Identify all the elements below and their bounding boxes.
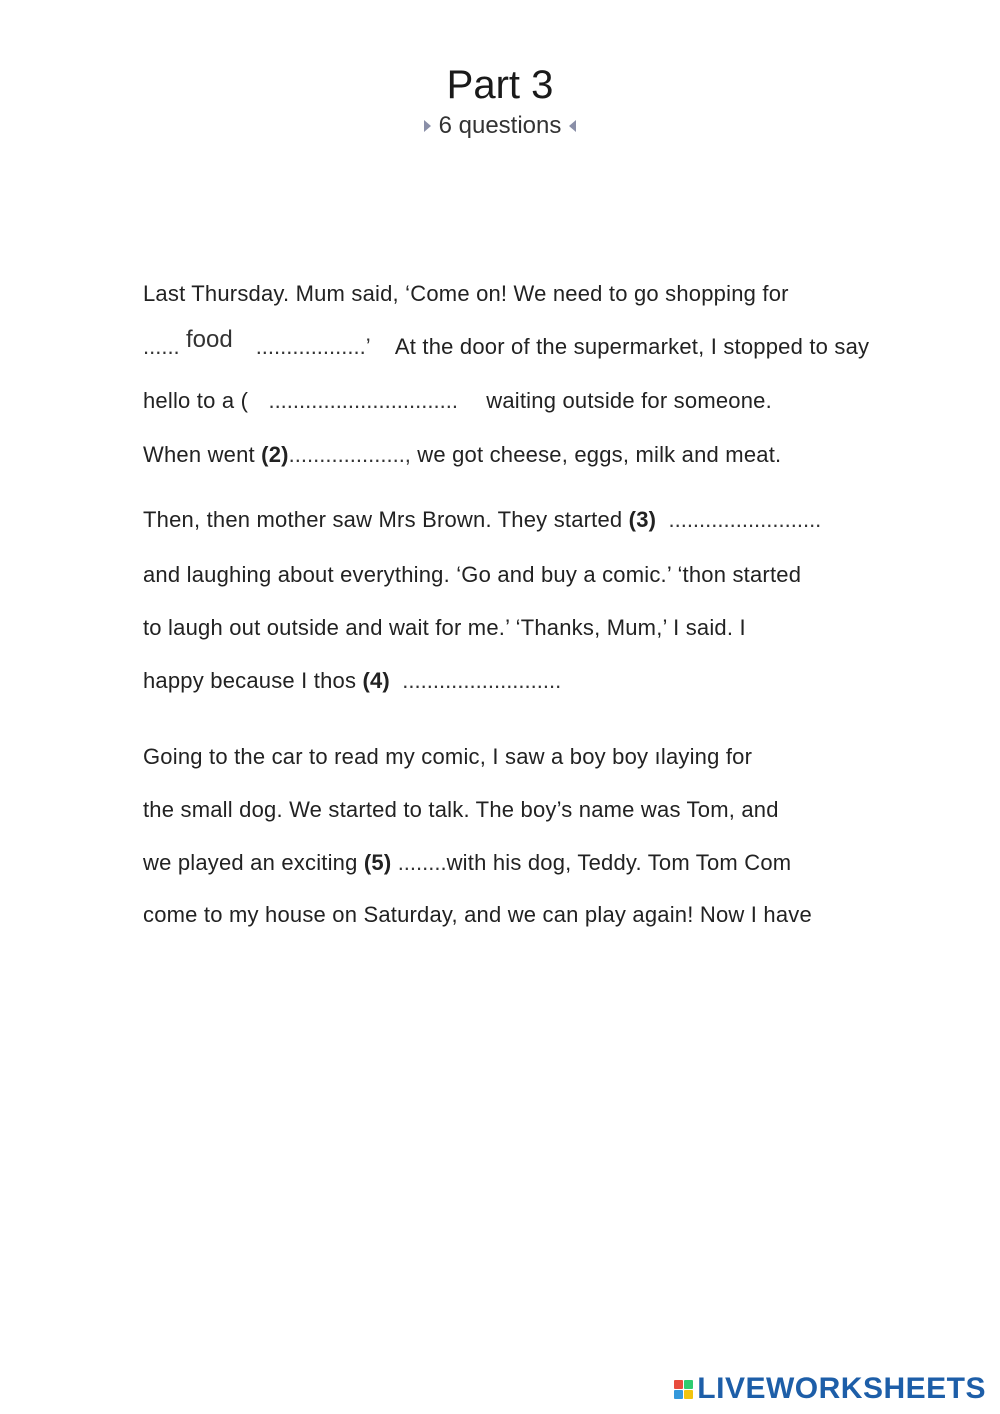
page-header: [0, 60, 1000, 140]
passage-line-4: [143, 442, 781, 468]
question-count: [0, 112, 1000, 140]
passage-line-8: [143, 668, 561, 694]
passage-line-7: to laugh out outside and wait for me.’ ‘Thanks, Mum,’ I said. I: [143, 615, 746, 640]
passage-text: we got cheese, eggs, milk and meat.: [417, 442, 782, 467]
passage-line-10: the small dog. We started to talk. The boy’s name was Tom, and: [143, 797, 779, 822]
footer-logo: [674, 1372, 986, 1406]
passage-text: Then, then mother saw Mrs Brown. They started: [143, 507, 623, 532]
blank-field-3[interactable]: .........................: [668, 507, 822, 532]
question-number: (5): [363, 850, 392, 875]
liveworksheets-logo-icon: [674, 1380, 693, 1399]
passage-text: happy because I thos: [143, 668, 357, 693]
passage-text: When went: [143, 442, 255, 467]
passage-text: we played an exciting: [143, 850, 358, 875]
passage-text: At the door of the supermarket, I stopped to say: [394, 334, 870, 359]
brand-name: LIVEWORKSHEETS: [697, 1372, 986, 1405]
passage-line-6: and laughing about everything. ‘Go and buy a comic.’ ‘thon started: [143, 562, 802, 587]
passage-text: with his dog, Teddy. Tom Tom Com: [446, 850, 792, 875]
logo-square: [684, 1390, 693, 1399]
arrow-right-icon: [424, 120, 431, 132]
passage-line-11: [143, 850, 791, 876]
question-number: (2): [261, 442, 289, 467]
passage-line-3: [143, 388, 772, 414]
question-count-label: 6 questions: [438, 112, 562, 139]
passage-line-1: Last Thursday. Mum said, ‘Come on! We need to go shopping for: [143, 281, 789, 306]
passage-text: hello to a (: [143, 388, 249, 413]
blank-field-4[interactable]: ..........................: [402, 668, 562, 693]
logo-square: [674, 1380, 683, 1389]
question-number: (3): [628, 507, 657, 532]
blank-dots: ......: [143, 334, 180, 359]
passage-line-12: come to my house on Saturday, and we can play again! Now I have: [143, 902, 812, 927]
logo-square: [684, 1380, 693, 1389]
blank-field-5[interactable]: ........: [397, 850, 447, 875]
passage-text: waiting outside for someone.: [486, 388, 772, 413]
passage-line-9: Going to the car to read my comic, I saw a boy boy ılaying for: [143, 744, 753, 769]
answer-field-example[interactable]: [186, 326, 296, 354]
blank-field-2[interactable]: ...................,: [288, 442, 411, 467]
blank-dots: ..................’: [255, 334, 371, 359]
blank-field-1[interactable]: ...............................: [268, 388, 458, 413]
question-number: (4): [362, 668, 390, 693]
logo-square: [674, 1390, 683, 1399]
page-title: Part 3: [446, 63, 554, 107]
passage-line-5: [143, 507, 821, 533]
arrow-left-icon: [569, 120, 576, 132]
